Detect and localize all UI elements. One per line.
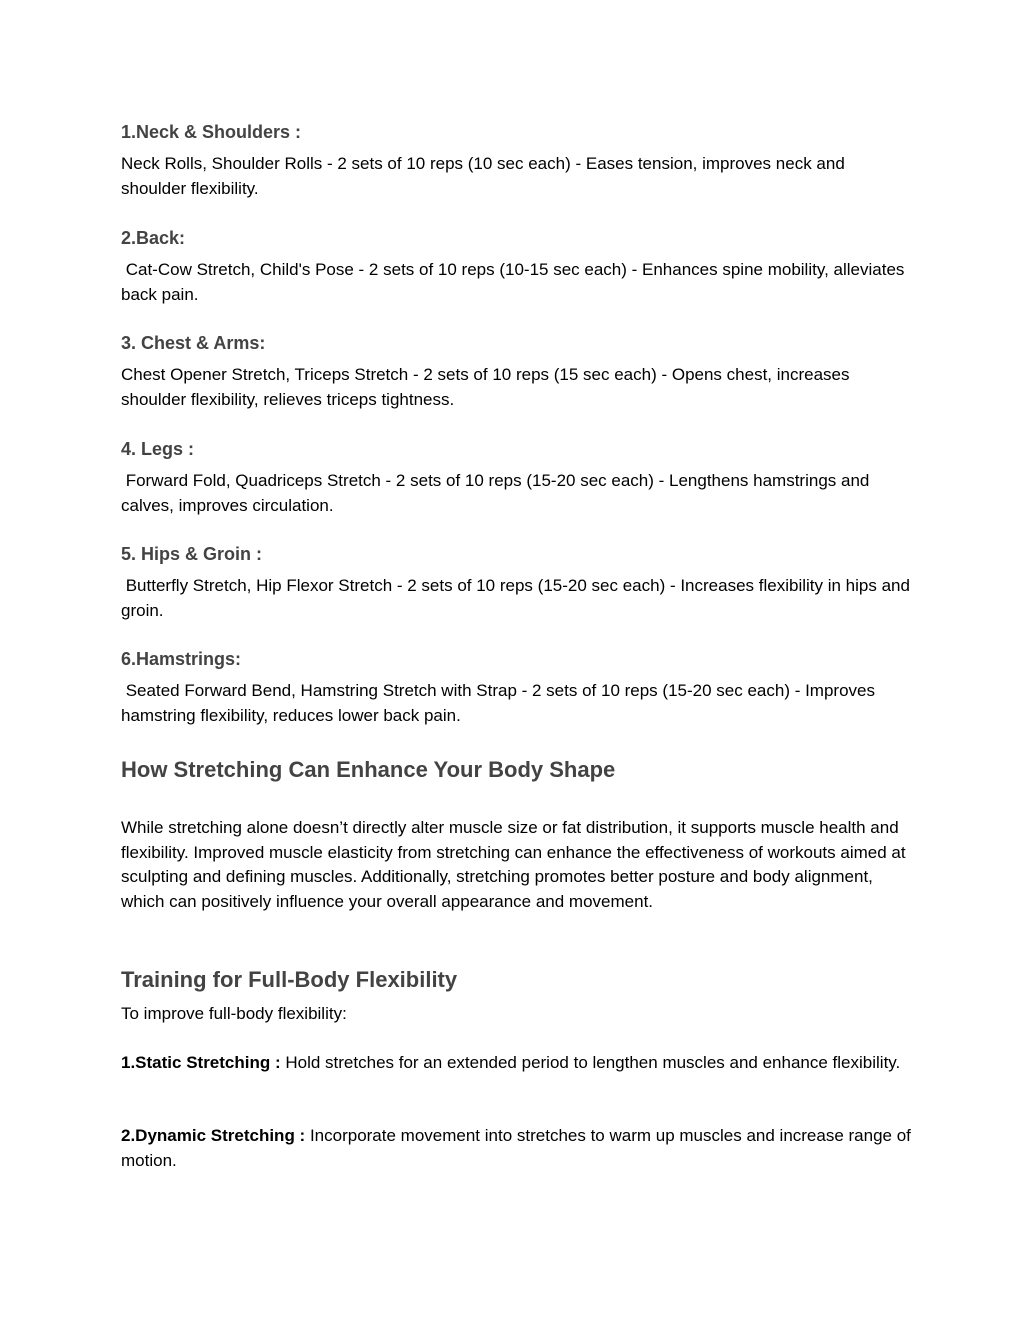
section-chest-arms: [121, 332, 911, 412]
section-body: Seated Forward Bend, Hamstring Stretch with Strap - 2 sets of 10 reps (15-20 sec each) - Improves hamstring flexibility, reduces lower back pain.: [121, 681, 875, 725]
body-shape-paragraph-block: [121, 816, 911, 914]
section-heading: 3. Chest & Arms:: [121, 333, 266, 353]
section-heading: 2.Back:: [121, 228, 186, 248]
section-body: Chest Opener Stretch, Triceps Stretch - 2 sets of 10 reps (15 sec each) - Opens chest, increases shoulder flexibility, relieves triceps tightness.: [121, 365, 850, 409]
section-heading: 5. Hips & Groin :: [121, 544, 263, 564]
section-body: Forward Fold, Quadriceps Stretch - 2 sets of 10 reps (15-20 sec each) - Lengthens hamstrings and calves, improves circulation.: [121, 471, 870, 515]
section-legs: [121, 438, 911, 518]
training-intro-block: [121, 1002, 911, 1027]
training-item-paragraph: [121, 1124, 911, 1173]
section-hips-groin: [121, 543, 911, 623]
section-hamstrings: [121, 648, 911, 728]
section-neck-shoulders: [121, 121, 911, 201]
training-item-paragraph: [121, 1051, 911, 1076]
body-shape-paragraph: While stretching alone doesn’t directly alter muscle size or fat distribution, it supports muscle health and flexibility. Improved muscle elasticity from stretching can enhance the effectiveness of workouts aimed at sculpting and defining muscles. Additionally, stretching promotes better posture and body alignment, which can positively influence your overall appearance and movement.: [121, 818, 906, 911]
training-section: [121, 966, 911, 994]
training-item-text: Hold stretches for an extended period to lengthen muscles and enhance flexibility.: [280, 1053, 901, 1072]
section-heading: 1.Neck & Shoulders :: [121, 122, 302, 142]
body-shape-section: [121, 756, 911, 784]
training-item-text: Incorporate movement into stretches to warm up muscles and increase range of motion.: [121, 1126, 911, 1170]
section-back: [121, 227, 911, 307]
training-intro: To improve full-body flexibility:: [121, 1004, 347, 1023]
section-body: Butterfly Stretch, Hip Flexor Stretch - 2 sets of 10 reps (15-20 sec each) - Increases flexibility in hips and groin.: [121, 576, 910, 620]
training-item-dynamic: [121, 1124, 911, 1173]
section-body: Neck Rolls, Shoulder Rolls - 2 sets of 10 reps (10 sec each) - Eases tension, improves neck and shoulder flexibility.: [121, 154, 845, 198]
section-heading: 6.Hamstrings:: [121, 649, 242, 669]
training-heading: Training for Full-Body Flexibility: [121, 967, 458, 992]
training-item-static: [121, 1051, 911, 1076]
body-shape-heading: How Stretching Can Enhance Your Body Shape: [121, 757, 616, 782]
training-item-lead: 1.Static Stretching :: [121, 1053, 281, 1072]
section-body: Cat-Cow Stretch, Child's Pose - 2 sets of 10 reps (10-15 sec each) - Enhances spine mobility, alleviates back pain.: [121, 260, 905, 304]
training-item-lead: 2.Dynamic Stretching :: [121, 1126, 306, 1145]
section-heading: 4. Legs :: [121, 439, 195, 459]
